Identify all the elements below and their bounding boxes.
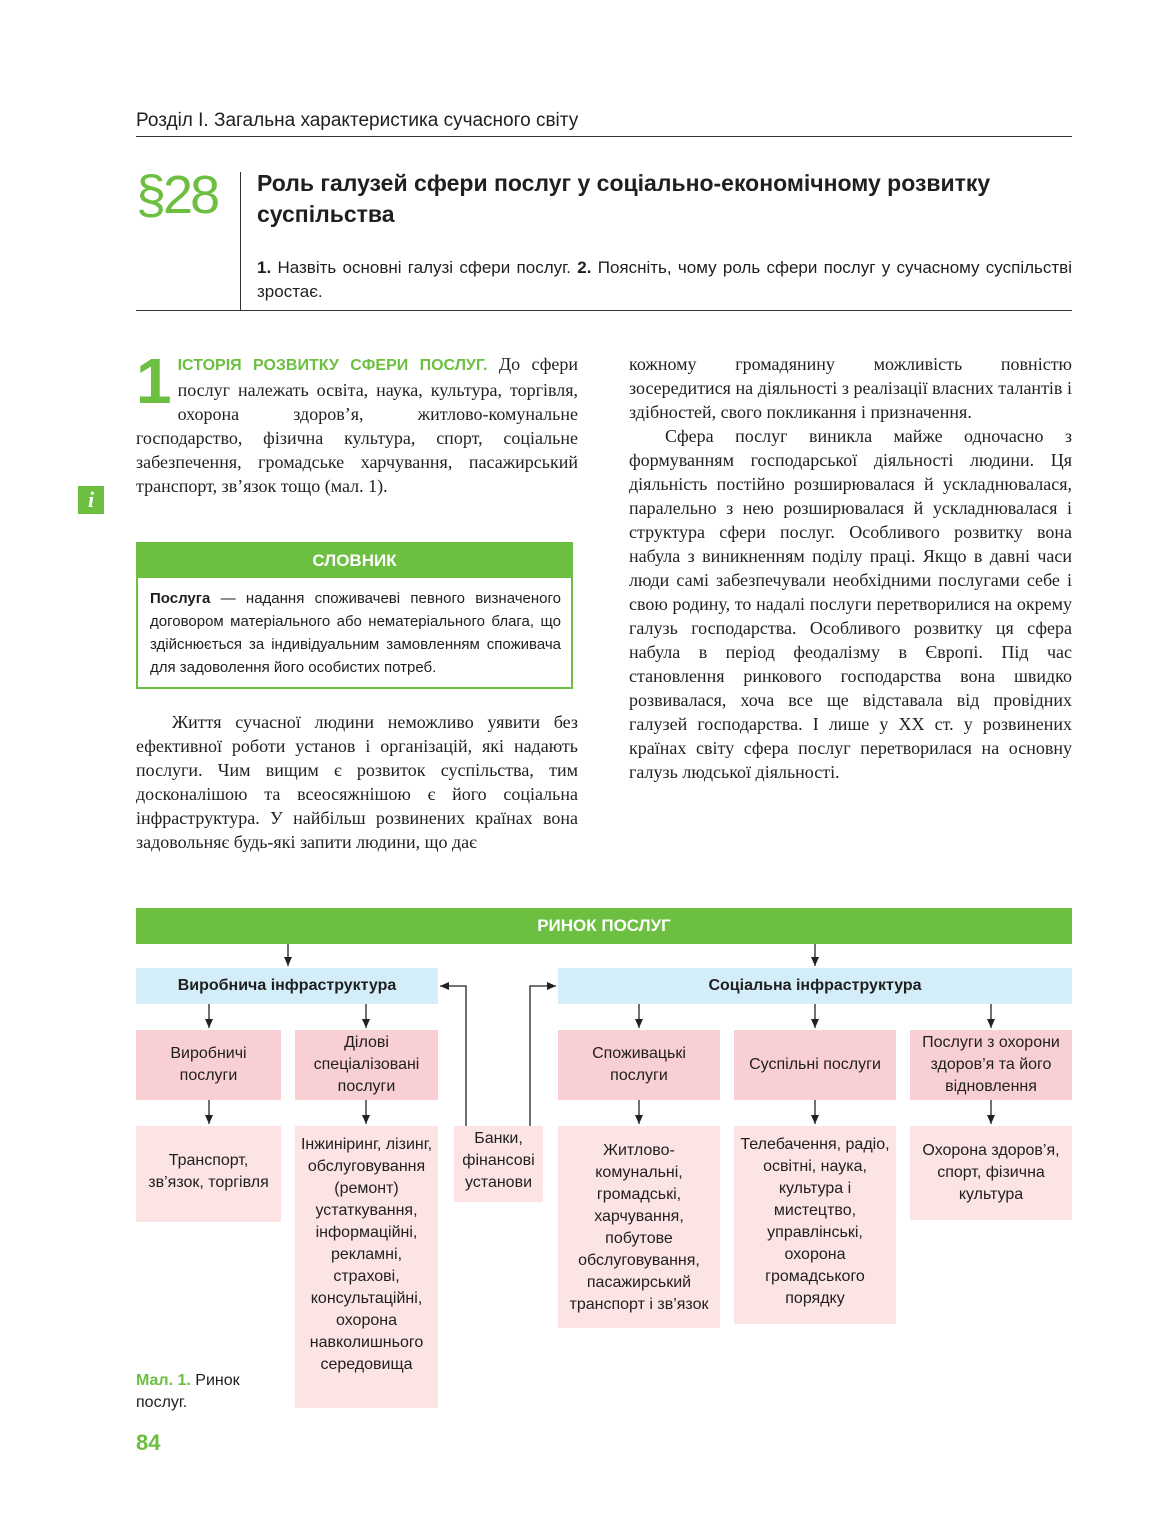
glossary-term: Послуга <box>150 590 211 607</box>
social-infrastructure: Соціальна інфраструктура <box>558 968 1072 1004</box>
right-column <box>629 352 1072 784</box>
caption-text: Ринок послуг. <box>136 1372 240 1411</box>
section-heading: ІСТОРІЯ РОЗВИТКУ СФЕРИ ПОСЛУГ. <box>177 357 488 374</box>
figure-caption <box>136 1370 266 1414</box>
caption-label: Мал. 1. <box>136 1372 191 1389</box>
glossary-title: СЛОВНИК <box>138 544 571 578</box>
engineering-box: Інжиніринг, лізинг, обслуговування (ремонт) устаткування, інформаційні, рекламні, страхові, консультаційні, охорона навколишнього середовища <box>295 1126 438 1408</box>
question-text: Назвіть основні галузі сфери послуг. <box>277 258 571 277</box>
section-intro-text: До сфери послуг належать освіта, наука, культура, торгівля, охорона здоров’я, житлово-комунальне господарство, фізична культура, спорт, соціальне забезпечення, громадське харчування, пасажирський транспорт, зв’язок тощо (мал. 1). <box>136 354 578 496</box>
housing-box: Житлово-комунальні, громадські, харчування, побутове обслуговування, пасажирський транспорт і зв’язок <box>558 1126 720 1328</box>
transport-box: Транспорт, зв’язок, торгівля <box>136 1126 281 1222</box>
questions <box>257 256 1072 304</box>
body-paragraph: Життя сучасної людини неможливо уявити без ефективної роботи установ і організацій, які надають послуги. Чим вищим є розвиток суспільства, тим досконалішою та всеосяжнішою є його соціальна інфраструктура. У найбільш розвинених країнах вона задовольняє будь-які запити людини, що дає <box>136 712 578 852</box>
info-icon: i <box>78 486 104 514</box>
header-divider <box>240 172 241 310</box>
business-services-box: Ділові спеціалізовані послуги <box>295 1030 438 1100</box>
banks-to-social-connector <box>530 986 556 1126</box>
section-number: 1 <box>136 345 172 417</box>
paragraph-title: Роль галузей сфери послуг у соціально-економічному розвитку суспільства <box>257 170 991 227</box>
public-services-box: Суспільні послуги <box>734 1030 896 1100</box>
page-number: 84 <box>136 1430 161 1455</box>
consumer-services-box: Споживацькі послуги <box>558 1030 720 1100</box>
production-services-box: Виробничі послуги <box>136 1030 281 1100</box>
body-paragraph-continued: кожному громадянину можливість повністю зосередитися на діяльності з реалізації власних талантів і здібностей, свого покликання і призначення. <box>629 354 1072 422</box>
banks-to-production-connector <box>440 986 466 1126</box>
running-head: Розділ І. Загальна характеристика сучасного світу <box>136 110 579 131</box>
diagram-top-bar: РИНОК ПОСЛУГ <box>136 908 1072 944</box>
header-rule-bottom <box>136 310 1072 311</box>
glossary-box <box>136 542 573 689</box>
question-number: 2. <box>577 258 592 277</box>
health-services-box: Послуги з охорони здоров’я та його відновлення <box>910 1030 1072 1100</box>
body-paragraph: Сфера послуг виникла майже одночасно з формуванням господарської діяльності людини. Ця діяльність постійно розширювалася й ускладнювалася, паралельно з нею розширювалася й ускладнювалася і структура сфери послуг. Особливого розвитку вона набула з виникненням поділу праці. Якщо в давні часи люди самі забезпечували необхідними послугами себе і свою родину, то надалі послуги перетворилися на окрему галузь господарства. Особливого розвитку ця сфера набула в період феодалізму в Європі. Під час становлення ринкового господарства вона швидко розвивалася, хоча все ще відставала від провідних галузей господарства. І лише у ХХ ст. у розвинених країнах світу сфера послуг перетворилася на основну галузь людської діяльності. <box>629 426 1072 782</box>
header-rule <box>136 136 1072 137</box>
banks-box: Банки, фінансові установи <box>454 1126 543 1202</box>
television-box: Телебачення, радіо, освітні, наука, культура і мистецтво, управлінські, охорона громадського порядку <box>734 1126 896 1324</box>
glossary-definition: — надання споживачеві певного визначеного договором матеріального або нематеріального блага, що здійснюється за індивідуальним замовленням споживача для задоволення його особистих потреб. <box>150 590 561 676</box>
glossary-body <box>138 578 571 679</box>
question-text: Поясніть, чому роль сфери послуг у сучасному суспільстві зростає. <box>257 258 1072 301</box>
production-infrastructure: Виробнича інфраструктура <box>136 968 438 1004</box>
healthcare-box: Охорона здоров’я, спорт, фізична культура <box>910 1126 1072 1220</box>
paragraph-number: §28 <box>136 165 218 225</box>
section-intro <box>136 345 578 498</box>
question-number: 1. <box>257 258 272 277</box>
